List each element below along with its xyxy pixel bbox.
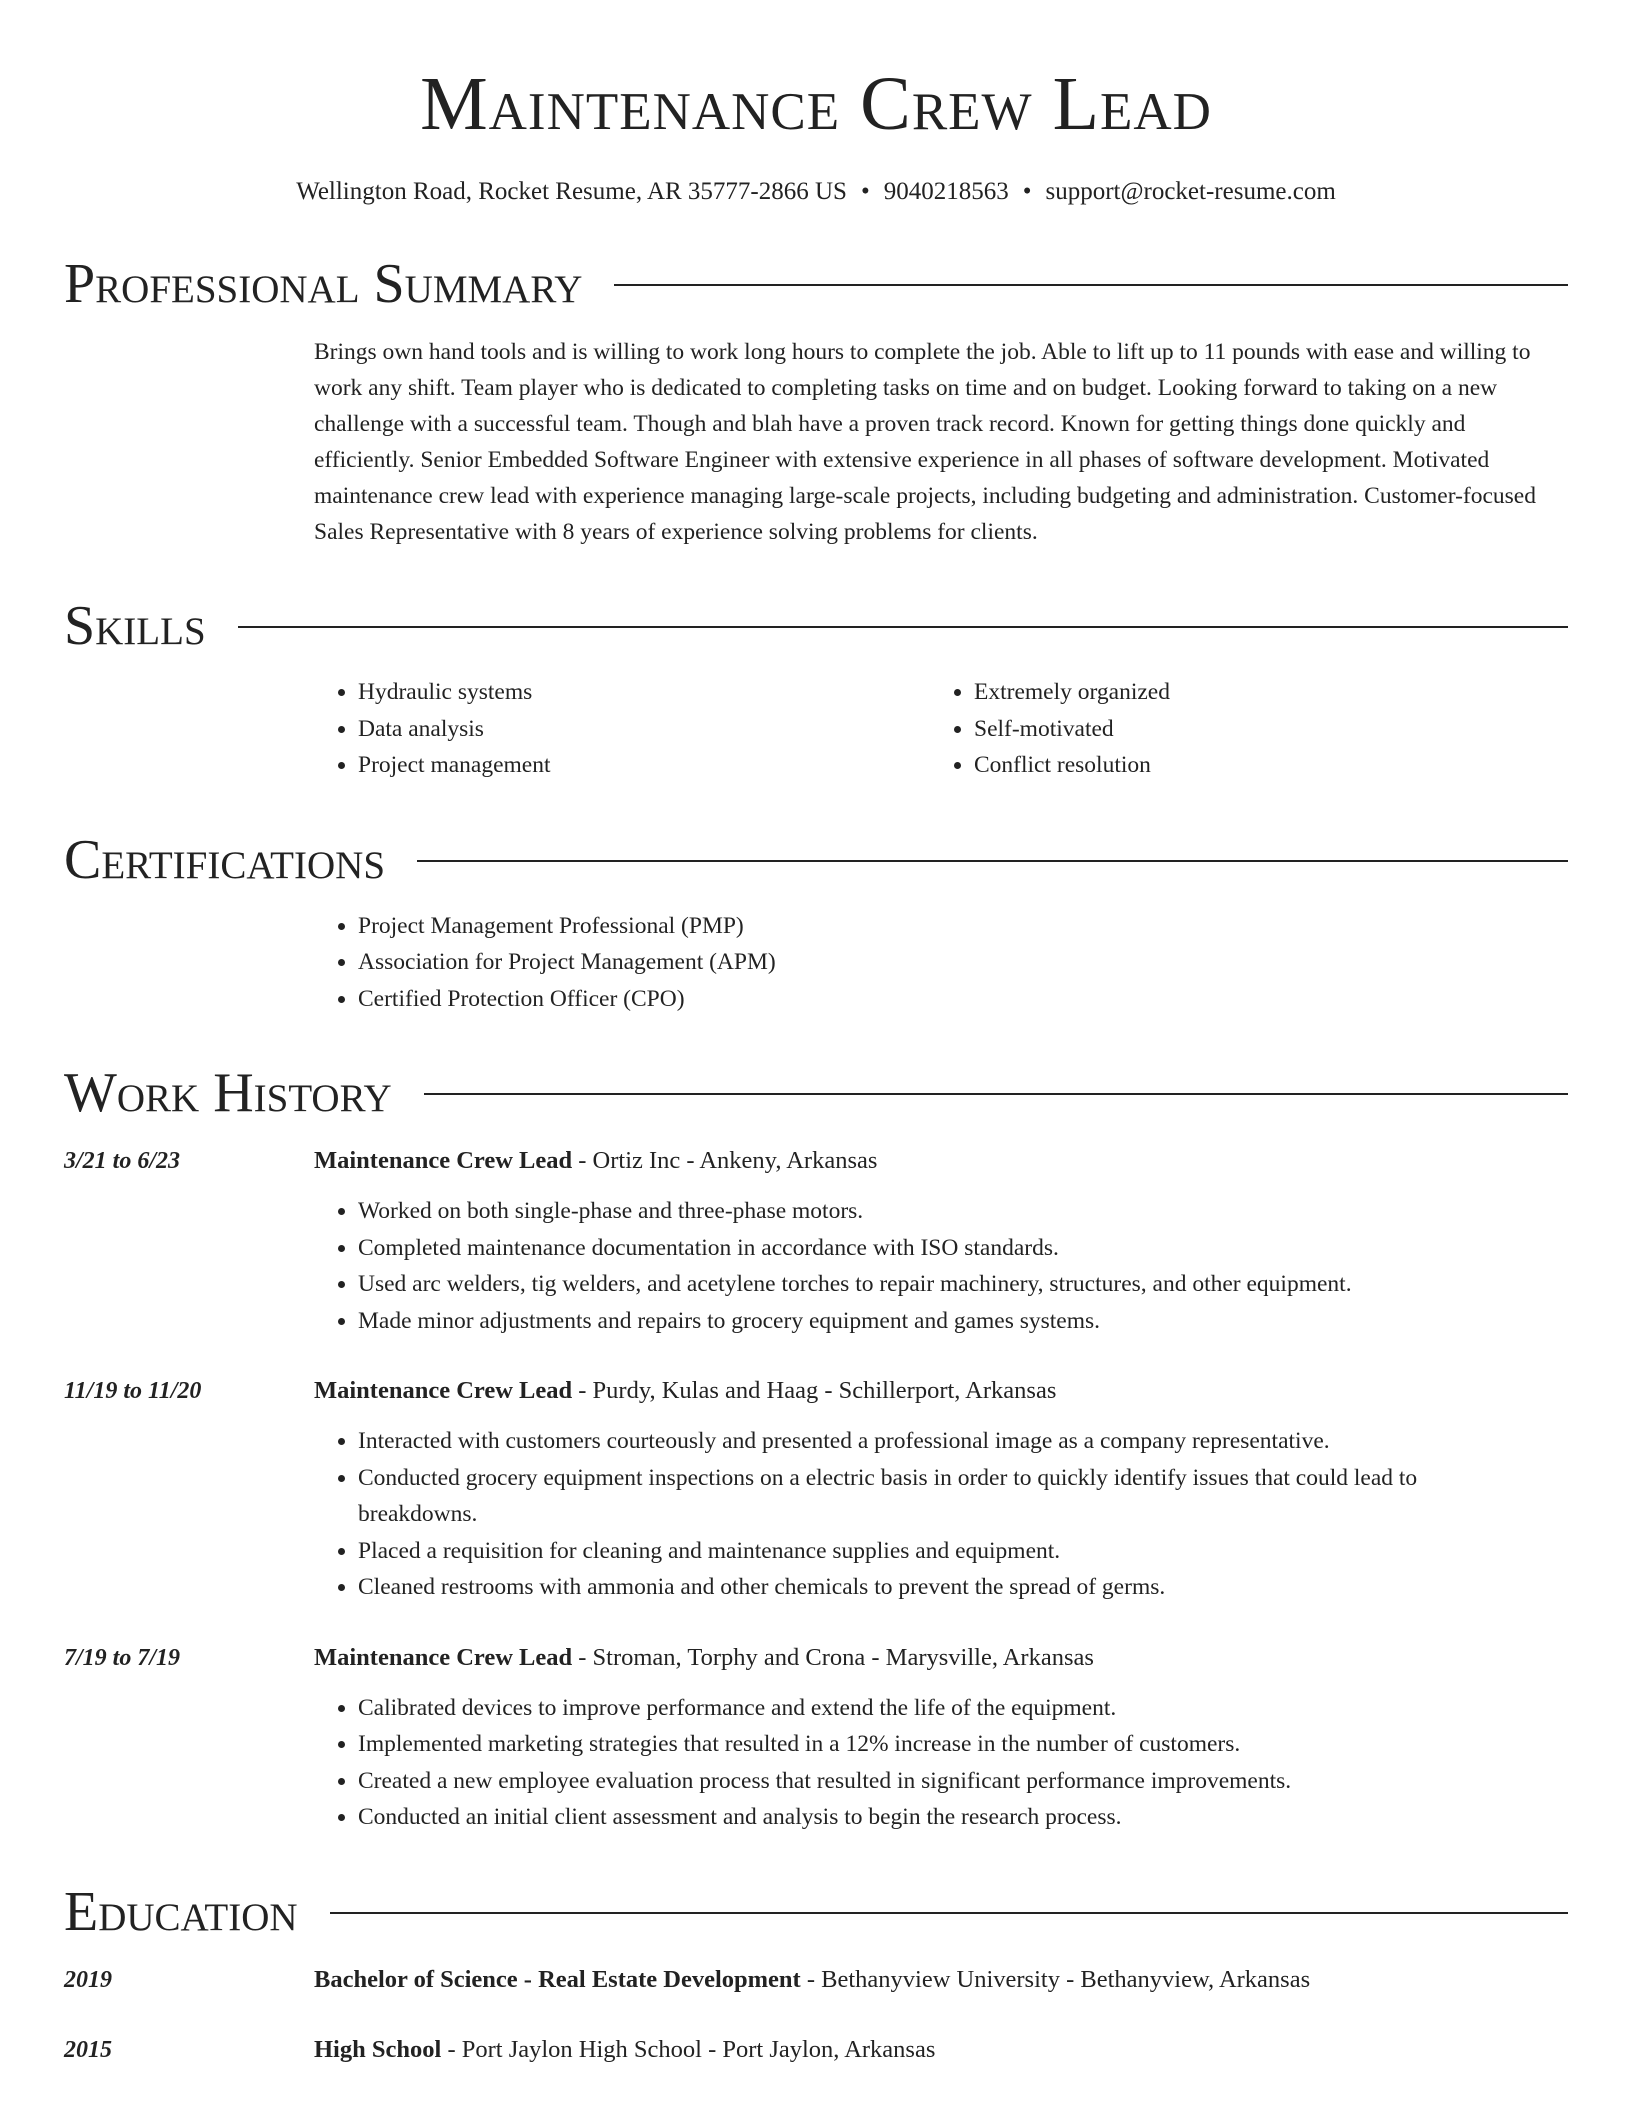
job-bullet: • Cleaned restrooms with ammonia and other chemicals to prevent the spread of germs. — [358, 1569, 1568, 1606]
job-entry — [64, 1143, 1568, 1339]
job-entry — [64, 1640, 1568, 1836]
job-bullets — [314, 1690, 1568, 1836]
section-divider — [614, 284, 1568, 286]
education-year: 2015 — [64, 2036, 112, 2063]
education-entry — [64, 2032, 1568, 2068]
education-year: 2019 — [64, 1966, 112, 1993]
job-bullets — [314, 1193, 1568, 1339]
skills-heading: Skills — [64, 595, 206, 657]
job-employer: - Stroman, Torphy and Crona - Marysville, Arkansas — [572, 1643, 1094, 1671]
section-divider — [330, 1912, 1568, 1914]
job-bullet: • Conducted grocery equipment inspections on a electric basis in order to quickly identify issues that could lead to breakdowns. — [358, 1460, 1568, 1533]
job-bullet: • Calibrated devices to improve performance and extend the life of the equipment. — [358, 1690, 1568, 1727]
job-title-line — [314, 1373, 1568, 1409]
job-body — [314, 1373, 1568, 1606]
job-bullet: • Implemented marketing strategies that resulted in a 12% increase in the number of customers. — [358, 1726, 1568, 1763]
job-dates: 3/21 to 6/23 — [64, 1148, 181, 1174]
education-entry — [64, 1962, 1568, 1998]
job-bullet: • Made minor adjustments and repairs to grocery equipment and games systems. — [358, 1303, 1568, 1340]
education-degree: Bachelor of Science - Real Estate Development — [314, 1965, 801, 1993]
skill-item: • Self-motivated — [974, 711, 1546, 748]
education-heading: Education — [64, 1880, 298, 1943]
contact-separator: • — [860, 178, 870, 205]
contact-email: support@rocket-resume.com — [1045, 178, 1336, 205]
education-school: - Port Jaylon High School - Port Jaylon, Arkansas — [441, 2035, 936, 2063]
skill-item: • Conflict resolution — [974, 747, 1546, 784]
job-body — [314, 1143, 1568, 1339]
certifications-section-header — [64, 828, 1568, 892]
certifications-list — [314, 908, 1568, 1018]
summary-text: Brings own hand tools and is willing to work long hours to complete the job. Able to lift up to 11 pounds with ease and willing to work any shift. Team player who is dedicated to completing tasks on time and on budget. Looking forward to taking on a new challenge with a successful team. Though and blah have a proven track record. Known for getting things done quickly and efficiently. Senior Embedded Software Engineer with extensive experience in all phases of software development. Motivated maintenance crew lead with experience managing large-scale projects, including budgeting and administration. Customer-focused Sales Representative with 8 years of experience solving problems for clients. — [314, 339, 1536, 545]
job-dates: 11/19 to 11/20 — [64, 1378, 202, 1404]
resume-name: Maintenance Crew Lead — [420, 62, 1212, 146]
certification-item: • Certified Protection Officer (CPO) — [358, 981, 1568, 1018]
job-employer: - Ortiz Inc - Ankeny, Arkansas — [572, 1147, 878, 1174]
certification-item: • Association for Project Management (APM) — [358, 944, 1568, 981]
summary-heading: Professional Summary — [64, 253, 583, 315]
job-bullet: • Placed a requisition for cleaning and maintenance supplies and equipment. — [358, 1533, 1568, 1570]
skills-list-right — [930, 674, 1546, 784]
job-bullet: • Interacted with customers courteously and presented a professional image as a company representative. — [358, 1423, 1568, 1460]
job-bullet: • Conducted an initial client assessment and analysis to begin the research process. — [358, 1799, 1568, 1836]
job-bullet: • Completed maintenance documentation in accordance with ISO standards. — [358, 1230, 1568, 1267]
job-role: Maintenance Crew Lead — [314, 1377, 573, 1404]
skills-section-header — [64, 594, 1568, 658]
education-degree: High School — [314, 2035, 442, 2063]
contact-phone: 9040218563 — [883, 178, 1009, 205]
skill-item: • Hydraulic systems — [358, 674, 930, 711]
job-role: Maintenance Crew Lead — [314, 1147, 573, 1174]
certification-item: • Project Management Professional (PMP) — [358, 908, 1568, 945]
contact-line — [64, 176, 1568, 208]
job-bullets — [314, 1423, 1568, 1606]
certifications-heading: Certifications — [64, 828, 386, 891]
work-heading: Work History — [64, 1062, 392, 1124]
job-role: Maintenance Crew Lead — [314, 1643, 573, 1671]
skills-grid — [314, 674, 1568, 784]
section-divider — [417, 860, 1568, 862]
contact-address: Wellington Road, Rocket Resume, AR 35777-2866 US — [296, 178, 847, 205]
education-body — [314, 2032, 935, 2068]
skills-list-left — [314, 674, 930, 784]
job-bullet: • Worked on both single-phase and three-phase motors. — [358, 1193, 1568, 1230]
summary-section-header — [64, 252, 1568, 316]
job-bullet: • Used arc welders, tig welders, and acetylene torches to repair machinery, structures, and other equipment. — [358, 1266, 1568, 1303]
education-school: - Bethanyview University - Bethanyview, Arkansas — [800, 1965, 1311, 1993]
education-section-header — [64, 1880, 1568, 1944]
job-entry — [64, 1373, 1568, 1606]
skill-item: • Project management — [358, 747, 930, 784]
job-dates: 7/19 to 7/19 — [64, 1644, 181, 1671]
education-body — [314, 1962, 1310, 1998]
job-title-line — [314, 1143, 1568, 1179]
section-divider — [238, 626, 1568, 628]
job-body — [314, 1640, 1568, 1836]
skill-item: • Extremely organized — [974, 674, 1546, 711]
contact-separator: • — [1022, 178, 1032, 205]
job-title-line — [314, 1640, 1568, 1676]
skill-item: • Data analysis — [358, 711, 930, 748]
job-employer: - Purdy, Kulas and Haag - Schillerport, Arkansas — [572, 1377, 1057, 1404]
work-section-header — [64, 1061, 1568, 1125]
section-divider — [424, 1093, 1568, 1095]
job-bullet: • Created a new employee evaluation process that resulted in significant performance improvements. — [358, 1763, 1568, 1800]
